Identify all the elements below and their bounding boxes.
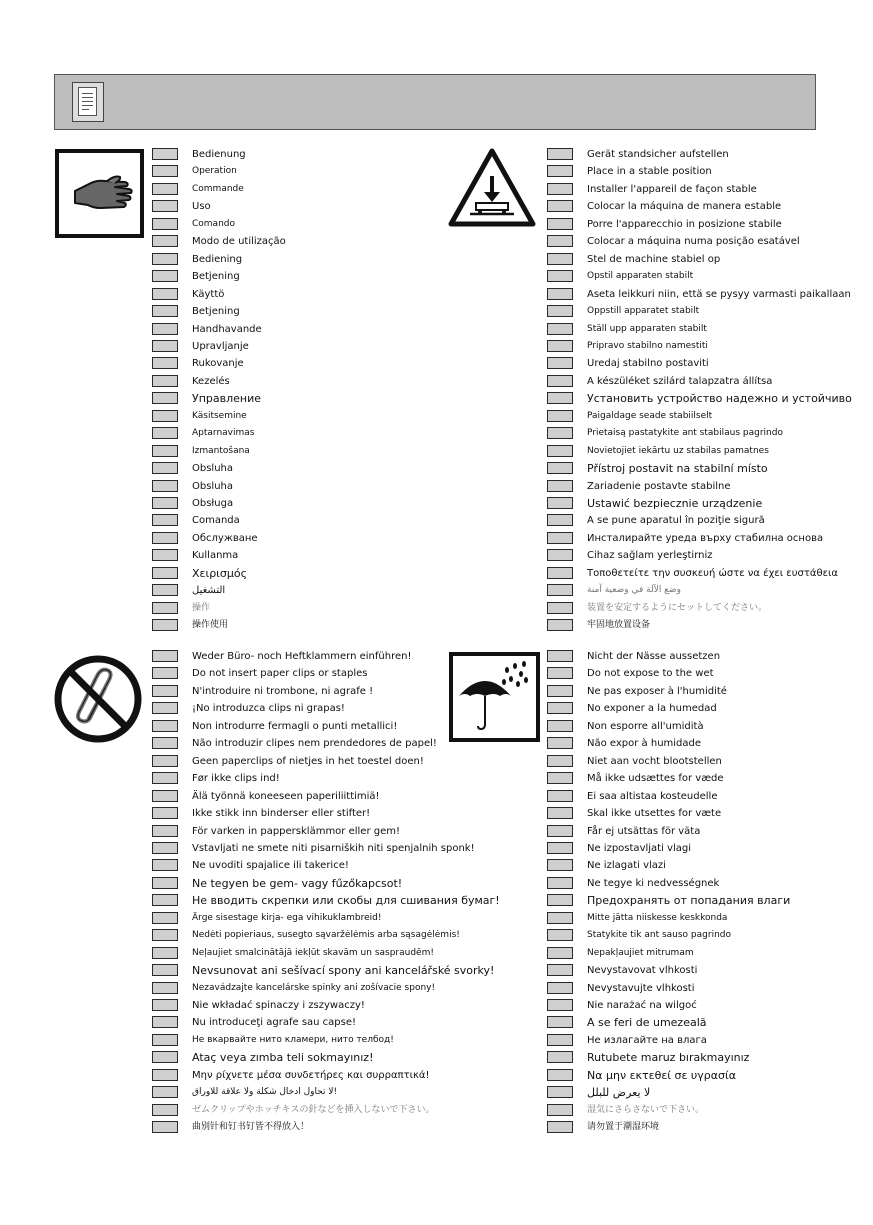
checkbox[interactable] xyxy=(547,340,573,352)
list-item-label: Обслужване xyxy=(192,533,258,544)
list-item-label: Place in a stable position xyxy=(587,166,712,177)
checkbox[interactable] xyxy=(152,200,178,212)
checkbox[interactable] xyxy=(152,790,178,802)
list-item-label: Upravljanje xyxy=(192,341,249,352)
checkbox[interactable] xyxy=(152,235,178,247)
list-item-label: Não introduzir clipes nem prendedores de papel! xyxy=(192,738,437,749)
checkbox[interactable] xyxy=(547,270,573,282)
checkbox[interactable] xyxy=(152,288,178,300)
checkbox[interactable] xyxy=(547,480,573,492)
checkbox[interactable] xyxy=(547,1051,573,1063)
list-item-label: Bediening xyxy=(192,254,243,265)
checkbox[interactable] xyxy=(547,462,573,474)
list-item-label: Ställ upp apparaten stabilt xyxy=(587,324,707,334)
checkbox[interactable] xyxy=(547,842,573,854)
checkbox[interactable] xyxy=(152,165,178,177)
list-item-label: Установить устройство надежно и устойчиво xyxy=(587,392,852,405)
list-item-label: Får ej utsättas för väta xyxy=(587,826,701,837)
list-item-label: För varken in pappersklämmor eller gem! xyxy=(192,826,400,837)
checkbox[interactable] xyxy=(547,619,573,631)
list-item-label: ¡No introduzca clips ni grapas! xyxy=(192,703,345,714)
checkbox[interactable] xyxy=(547,877,573,889)
checkbox[interactable] xyxy=(152,982,178,994)
checkbox[interactable] xyxy=(152,148,178,160)
checkbox[interactable] xyxy=(547,912,573,924)
list-item-label: لا تحاول ادخال شكلة ولا علاقة للاوراق! xyxy=(192,1087,338,1097)
checkbox[interactable] xyxy=(152,894,178,906)
checkbox[interactable] xyxy=(152,1086,178,1098)
checkbox[interactable] xyxy=(152,497,178,509)
list-item-label: Rukovanje xyxy=(192,358,244,369)
list-item-label: Skal ikke utsettes for væte xyxy=(587,808,722,819)
checkbox[interactable] xyxy=(152,1051,178,1063)
checkbox[interactable] xyxy=(152,323,178,335)
stable-position-warning-icon xyxy=(448,148,536,228)
list-item-label: Colocar a máquina numa posição esatável xyxy=(587,236,800,247)
checkbox[interactable] xyxy=(152,650,178,662)
checkbox[interactable] xyxy=(152,842,178,854)
checkbox[interactable] xyxy=(152,392,178,404)
list-item-label: Přístroj postavit na stabilní místo xyxy=(587,462,768,475)
list-item-label: Do not expose to the wet xyxy=(587,668,714,679)
checkbox[interactable] xyxy=(547,737,573,749)
checkbox[interactable] xyxy=(547,375,573,387)
checkbox[interactable] xyxy=(547,720,573,732)
list-item-label: Modo de utilização xyxy=(192,236,286,247)
checkbox[interactable] xyxy=(547,982,573,994)
checkbox[interactable] xyxy=(547,999,573,1011)
checkbox[interactable] xyxy=(547,702,573,714)
checkbox[interactable] xyxy=(152,737,178,749)
list-item-label: 操作使用 xyxy=(192,620,229,630)
list-item-label: No exponer a la humedad xyxy=(587,703,717,714)
checkbox[interactable] xyxy=(547,427,573,439)
list-item-label: التشغيل xyxy=(192,585,226,596)
list-item-label: N'introduire ni trombone, ni agrafe ! xyxy=(192,686,374,697)
checkbox[interactable] xyxy=(547,602,573,614)
list-item-label: 请勿置于潮湿环境 xyxy=(587,1122,660,1132)
checkbox[interactable] xyxy=(547,772,573,784)
checkbox[interactable] xyxy=(547,807,573,819)
checkbox[interactable] xyxy=(547,183,573,195)
checkbox[interactable] xyxy=(152,947,178,959)
list-item-label: Käyttö xyxy=(192,289,225,300)
checkbox[interactable] xyxy=(152,859,178,871)
list-item-label: Obsługa xyxy=(192,498,234,509)
checkbox[interactable] xyxy=(152,772,178,784)
list-item-label: Aptarnavimas xyxy=(192,428,255,438)
list-item-label: Ikke stikk inn binderser eller stifter! xyxy=(192,808,371,819)
checkbox[interactable] xyxy=(152,602,178,614)
checkbox[interactable] xyxy=(547,392,573,404)
list-item-label: Ataç veya zımba teli sokmayınız! xyxy=(192,1051,374,1064)
list-item-label: 操作 xyxy=(192,603,211,613)
list-item-label: Не вкарвайте нито кламери, нито телбод! xyxy=(192,1035,394,1045)
list-item-label: Ärge sisestage kirja- ega vihikuklambreid! xyxy=(192,913,382,923)
list-item-label: Nie narażać na wilgoć xyxy=(587,1000,697,1011)
checkbox[interactable] xyxy=(547,947,573,959)
list-item-label: Управление xyxy=(192,392,262,405)
list-item-label: Ustawić bezpiecznie urządzenie xyxy=(587,497,763,510)
list-item-label: Prietaisą pastatykite ant stabilaus pagrindo xyxy=(587,428,783,438)
checkbox[interactable] xyxy=(152,807,178,819)
list-item-label: Uredaj stabilno postaviti xyxy=(587,358,709,369)
list-item-label: Не излагайте на влага xyxy=(587,1035,707,1046)
list-item-label: Obsluha xyxy=(192,481,234,492)
list-item-label: Rutubete maruz bırakmayınız xyxy=(587,1051,750,1064)
list-item-label: Nepakļaujiet mitrumam xyxy=(587,948,694,958)
checkbox[interactable] xyxy=(152,877,178,889)
checkbox[interactable] xyxy=(547,1034,573,1046)
list-item-label: Nu introduceţi agrafe sau capse! xyxy=(192,1017,357,1028)
checkbox[interactable] xyxy=(152,999,178,1011)
checkbox[interactable] xyxy=(547,445,573,457)
list-item-label: ゼムクリップやホッチキスの針などを挿入しないで下さい。 xyxy=(192,1105,435,1115)
list-item-label: Ne pas exposer à l'humidité xyxy=(587,686,727,697)
list-item-label: Colocar la máquina de manera estable xyxy=(587,201,782,212)
list-item-label: Oppstill apparatet stabilt xyxy=(587,306,700,316)
list-item-label: Τοποθετείτε την συσκευή ώστε να έχει ευστάθεια xyxy=(587,568,838,579)
checkbox[interactable] xyxy=(152,218,178,230)
checkbox[interactable] xyxy=(152,1121,178,1133)
checkbox[interactable] xyxy=(547,790,573,802)
list-item-label: Не вводить скрепки или скобы для сшивания бумаг! xyxy=(192,894,500,907)
list-item-label: Ne uvoditi spajalice ili takerice! xyxy=(192,860,349,871)
list-item-label: 牢固地放置设备 xyxy=(587,620,651,630)
checkbox[interactable] xyxy=(547,305,573,317)
checkbox[interactable] xyxy=(152,912,178,924)
list-item-label: Må ikke udsættes for væde xyxy=(587,773,724,784)
checkbox[interactable] xyxy=(152,340,178,352)
checkbox[interactable] xyxy=(547,288,573,300)
list-item-label: Kezelés xyxy=(192,376,230,387)
checkbox[interactable] xyxy=(547,1016,573,1028)
checkbox[interactable] xyxy=(152,584,178,596)
checkbox[interactable] xyxy=(152,253,178,265)
list-item-label: Pripravo stabilno namestiti xyxy=(587,341,708,351)
checkbox[interactable] xyxy=(547,200,573,212)
checkbox[interactable] xyxy=(152,532,178,544)
checkbox[interactable] xyxy=(547,667,573,679)
keep-dry-umbrella-icon xyxy=(449,652,540,742)
checkbox[interactable] xyxy=(547,357,573,369)
list-item-label: Να μην εκτεθεί σε υγρασία xyxy=(587,1069,736,1082)
checkbox[interactable] xyxy=(152,1104,178,1116)
checkbox[interactable] xyxy=(547,825,573,837)
list-item-label: Aseta leikkuri niin, että se pysyy varmasti paikallaan xyxy=(587,289,851,300)
list-item-label: A készüléket szilárd talapzatra állítsa xyxy=(587,376,773,387)
checkbox[interactable] xyxy=(547,1069,573,1081)
list-item-label: Предохранять от попадания влаги xyxy=(587,894,791,907)
hand-operation-icon xyxy=(55,149,144,238)
list-item-label: Nevystavovat vlhkosti xyxy=(587,965,698,976)
list-item-label: Operation xyxy=(192,166,237,176)
list-item-label: Инсталирайте уреда върху стабилна основа xyxy=(587,533,824,544)
list-item-label: Vstavljati ne smete niti pisarniških niti spenjalnih sponk! xyxy=(192,843,475,854)
list-item-label: Weder Büro- noch Heftklammern einführen! xyxy=(192,651,412,662)
list-item-label: Før ikke clips ind! xyxy=(192,773,280,784)
list-item-label: Handhavande xyxy=(192,324,262,335)
checkbox[interactable] xyxy=(152,1069,178,1081)
checkbox[interactable] xyxy=(547,218,573,230)
list-item-label: Cihaz sağlam yerleştirniz xyxy=(587,550,713,561)
list-item-label: Opstil apparaten stabilt xyxy=(587,271,694,281)
list-item-label: Bedienung xyxy=(192,149,246,160)
checkbox[interactable] xyxy=(152,427,178,439)
list-item-label: Nevsunovat ani sešívací spony ani kancelářské svorky! xyxy=(192,964,495,977)
list-item-label: Zariadenie postavte stabilne xyxy=(587,481,731,492)
list-item-label: Χειρισμός xyxy=(192,567,248,580)
header-bar xyxy=(54,74,816,130)
list-item-label: Ei saa altistaa kosteudelle xyxy=(587,791,718,802)
list-item-label: Mitte jätta niiskesse keskkonda xyxy=(587,913,728,923)
checkbox[interactable] xyxy=(152,755,178,767)
checkbox[interactable] xyxy=(547,567,573,579)
checkbox[interactable] xyxy=(547,929,573,941)
list-item-label: Nedėti popieriaus, susegto sąvaržėlėmis arba sąsagėlėmis! xyxy=(192,930,460,940)
list-item-label: Nevystavujte vlhkosti xyxy=(587,983,695,994)
checkbox[interactable] xyxy=(152,667,178,679)
checkbox[interactable] xyxy=(152,480,178,492)
list-item-label: Izmantošana xyxy=(192,446,250,456)
checkbox[interactable] xyxy=(152,619,178,631)
checkbox[interactable] xyxy=(152,445,178,457)
list-item-label: 装置を安定するようにセットしてください。 xyxy=(587,603,768,613)
checkbox[interactable] xyxy=(152,183,178,195)
checkbox[interactable] xyxy=(152,375,178,387)
checkbox[interactable] xyxy=(547,549,573,561)
checkbox[interactable] xyxy=(152,825,178,837)
list-item-label: وضع الآلة في وضعية آمنة xyxy=(587,585,681,595)
list-item-label: Porre l'apparecchio in posizione stabile xyxy=(587,219,782,230)
checkbox[interactable] xyxy=(152,567,178,579)
list-item-label: Statykite tik ant sauso pagrindo xyxy=(587,930,731,940)
checkbox[interactable] xyxy=(152,1016,178,1028)
checkbox[interactable] xyxy=(547,859,573,871)
list-item-label: Nie wkładać spinaczy i zszywaczy! xyxy=(192,1000,365,1011)
checkbox[interactable] xyxy=(547,253,573,265)
checkbox[interactable] xyxy=(547,964,573,976)
list-item-label: Nicht der Nässe aussetzen xyxy=(587,651,721,662)
checkbox[interactable] xyxy=(152,270,178,282)
list-item-label: لا يعرض للبلل xyxy=(587,1086,651,1099)
checkbox[interactable] xyxy=(152,964,178,976)
list-item-label: Non esporre all'umidità xyxy=(587,721,704,732)
checkbox[interactable] xyxy=(547,514,573,526)
checkbox[interactable] xyxy=(152,514,178,526)
checkbox[interactable] xyxy=(547,323,573,335)
checkbox[interactable] xyxy=(547,1104,573,1116)
list-item-label: Non introdurre fermagli o punti metallici! xyxy=(192,721,398,732)
checkbox[interactable] xyxy=(547,497,573,509)
checkbox[interactable] xyxy=(152,410,178,422)
list-item-label: Obsluha xyxy=(192,463,234,474)
list-item-label: Betjening xyxy=(192,306,240,317)
list-item-label: Neļaujiet smalcinātājā iekļūt skavām un saspraudēm! xyxy=(192,948,434,958)
list-item-label: Kullanma xyxy=(192,550,239,561)
list-item-label: Installer l'appareil de façon stable xyxy=(587,184,757,195)
checkbox[interactable] xyxy=(152,1034,178,1046)
checkbox[interactable] xyxy=(547,685,573,697)
list-item-label: Paigaldage seade stabiilselt xyxy=(587,411,713,421)
list-item-label: 曲别针和钉书钉皆不得放入！ xyxy=(192,1122,310,1132)
list-item-label: Não expor à humidade xyxy=(587,738,702,749)
checkbox[interactable] xyxy=(152,720,178,732)
checkbox[interactable] xyxy=(547,410,573,422)
checkbox[interactable] xyxy=(547,1086,573,1098)
checkbox[interactable] xyxy=(547,165,573,177)
checkbox[interactable] xyxy=(547,894,573,906)
list-item-label: Novietojiet iekārtu uz stabilas pamatnes xyxy=(587,446,769,456)
list-item-label: 湿気にさらさないで下さい。 xyxy=(587,1105,705,1115)
checkbox[interactable] xyxy=(547,1121,573,1133)
checkbox[interactable] xyxy=(547,584,573,596)
list-item-label: Ne izlagati vlazi xyxy=(587,860,666,871)
list-item-label: Geen paperclips of nietjes in het toestel doen! xyxy=(192,756,424,767)
checkbox[interactable] xyxy=(547,650,573,662)
list-item-label: A se feri de umezeală xyxy=(587,1016,707,1029)
list-item-label: Uso xyxy=(192,201,211,212)
checkbox[interactable] xyxy=(152,929,178,941)
no-paperclips-icon xyxy=(53,654,143,744)
checkbox[interactable] xyxy=(152,462,178,474)
document-icon xyxy=(72,82,104,122)
checkbox[interactable] xyxy=(152,305,178,317)
checkbox[interactable] xyxy=(152,357,178,369)
list-item-label: Comanda xyxy=(192,515,240,526)
list-item-label: Ne tegyen be gem- vagy fűzőkapcsot! xyxy=(192,877,403,890)
list-item-label: Niet aan vocht blootstellen xyxy=(587,756,722,767)
list-item-label: Do not insert paper clips or staples xyxy=(192,668,368,679)
checkbox[interactable] xyxy=(152,549,178,561)
list-item-label: Ne tegye ki nedvességnek xyxy=(587,878,720,889)
list-item-label: Älä työnnä koneeseen paperiliittimiä! xyxy=(192,791,380,802)
list-item-label: Μην ρίχνετε μέσα συνδετήρες και συρραπτικά! xyxy=(192,1070,430,1081)
checkbox[interactable] xyxy=(152,685,178,697)
list-item-label: Stel de machine stabiel op xyxy=(587,254,721,265)
list-item-label: Comando xyxy=(192,219,235,229)
list-item-label: A se pune aparatul în poziţie sigură xyxy=(587,515,765,526)
list-item-label: Käsitsemine xyxy=(192,411,247,421)
list-item-label: Ne izpostavljati vlagi xyxy=(587,843,691,854)
checkbox[interactable] xyxy=(547,148,573,160)
list-item-label: Nezavádzajte kancelárske spinky ani zošívacie spony! xyxy=(192,983,436,993)
checkbox[interactable] xyxy=(547,755,573,767)
checkbox[interactable] xyxy=(152,702,178,714)
list-item-label: Gerät standsicher aufstellen xyxy=(587,149,729,160)
list-item-label: Betjening xyxy=(192,271,240,282)
checkbox[interactable] xyxy=(547,235,573,247)
checkbox[interactable] xyxy=(547,532,573,544)
list-item-label: Commande xyxy=(192,184,244,194)
